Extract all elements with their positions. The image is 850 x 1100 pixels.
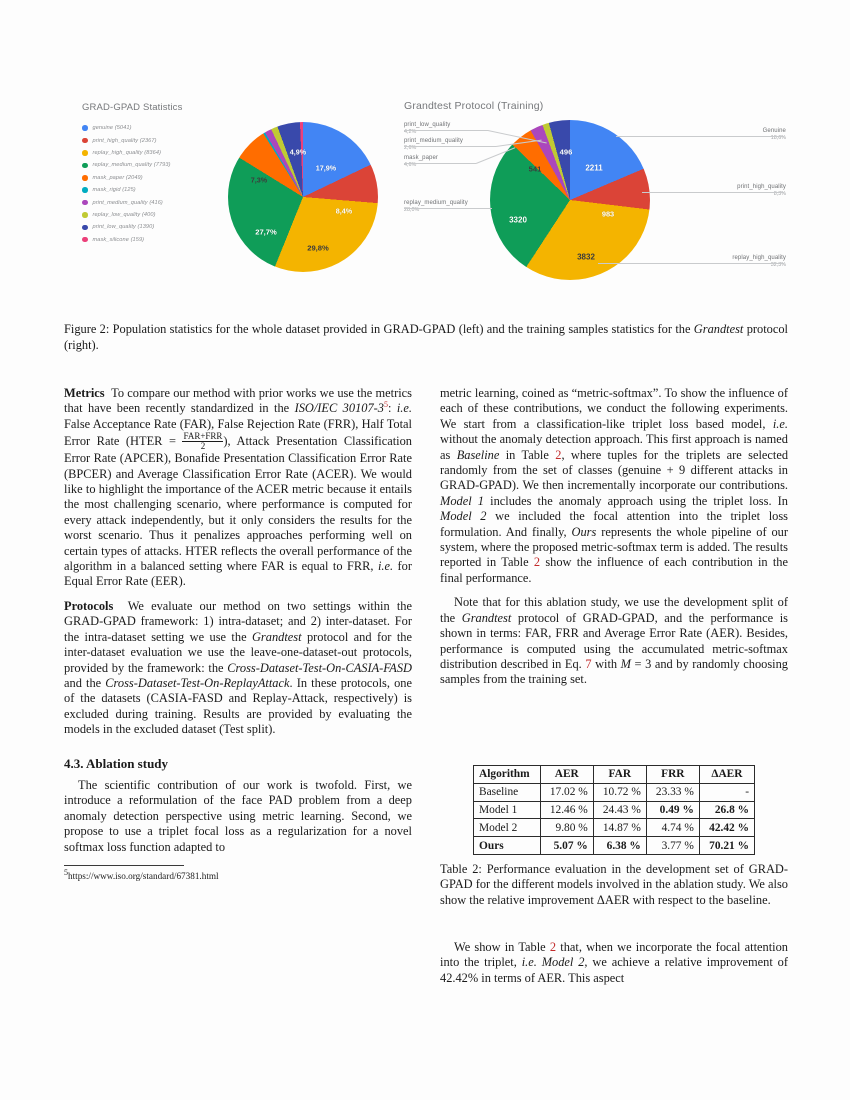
footnote-url: https://www.iso.org/standard/67381.html (68, 870, 219, 881)
cell-frr: 3.77 % (646, 837, 699, 855)
model-name-model-2: Model 2 (440, 509, 487, 524)
legend-color-swatch-replay-high-quality (82, 150, 88, 156)
table-row (474, 837, 755, 855)
legend-color-swatch-print-medium-quality (82, 200, 88, 206)
cell-delta-aer: 70.21 % (699, 837, 754, 855)
model-name-baseline: Baseline (456, 447, 500, 462)
metrics-text-e: for Equal Error Rate (EER). (64, 559, 412, 589)
callout-print-low-quality (404, 122, 450, 135)
chart-left-title: GRAD-GPAD Statistics (82, 102, 183, 113)
legend-color-swatch-mask-rigid (82, 187, 88, 193)
legend-label: mask_paper (2049) (92, 174, 143, 181)
callout-percent: 8,3% (773, 191, 786, 198)
cell-aer: 12.46 % (540, 801, 593, 819)
right-text-b: without the anomaly detection approach. This first approach is named as (440, 432, 788, 462)
legend-item (82, 134, 222, 146)
figure-caption-italic: Grandtest (693, 322, 744, 336)
paragraph-tail (440, 940, 788, 986)
legend-label: print_medium_quality (416) (92, 199, 163, 206)
pie-right-label-genuine: 2211 (585, 163, 603, 173)
legend-color-swatch-print-high-quality (82, 138, 88, 144)
legend-item (82, 196, 222, 208)
cell-far: 14.87 % (593, 819, 646, 837)
column-header-aer: AER (540, 766, 593, 784)
cell-far: 24.43 % (593, 801, 646, 819)
paragraph-ablation-intro: The scientific contribution of our work is twofold. First, we introduce a reformulation of the face PAD problem from a deep anomaly detection perspective using metric learning. Second, we propose to use a triplet focal loss as a regularization for a novel softmax loss function adapted to (64, 777, 412, 854)
table-reference-2[interactable]: 2 (533, 555, 541, 570)
callout-name: replay_high_quality (732, 255, 786, 261)
leader-line (598, 263, 784, 264)
right-text-h: show the influence of each contribution in the final performance. (440, 555, 788, 585)
cell-algorithm: Model 1 (474, 801, 541, 819)
table-row (474, 801, 755, 819)
model-name-ours: Ours (571, 524, 597, 539)
legend-label: mask_silicone (159) (92, 236, 145, 243)
leader-line (616, 136, 784, 137)
paragraph-protocols (64, 599, 412, 738)
legend-color-swatch-genuine (82, 125, 88, 131)
metrics-text-a: To compare our method with prior works we use the metrics that have been recently standardized in the (64, 386, 412, 416)
callout-mask-paper (404, 155, 438, 168)
table-caption-text: Performance evaluation in the development set of GRAD-GPAD for the different models involved in the ablation study. We also show the relative improvement ΔAER with respect to the baseline. (440, 862, 789, 907)
pie-left-label-replay-medium-quality: 27,7% (255, 227, 277, 237)
pie-left-label-print-high-quality: 8,4% (335, 206, 353, 216)
right-p2-text-c: with (591, 656, 621, 671)
legend-item (82, 159, 222, 171)
cell-algorithm: Model 2 (474, 819, 541, 837)
legend-color-swatch-mask-paper (82, 175, 88, 181)
table-reference-1[interactable]: 2 (555, 447, 562, 462)
legend-label: genuine (5041) (92, 125, 132, 132)
callout-name: print_low_quality (404, 122, 451, 128)
cell-aer: 5.07 % (540, 837, 593, 855)
cell-algorithm: Ours (474, 837, 541, 855)
metrics-text-c: False Acceptance Rate (FAR), False Rejection Rate (FRR), Half Total Error Rate (HTER = (64, 416, 412, 449)
hter-fraction (182, 432, 223, 451)
legend-label: mask_rigid (125) (92, 187, 136, 194)
callout-name: replay_medium_quality (404, 200, 468, 206)
section-heading-ablation-study: 4.3. Ablation study (64, 755, 169, 771)
figure-caption (64, 322, 788, 353)
legend-item (82, 209, 222, 221)
callout-name: mask_paper (404, 155, 439, 161)
callout-replay-high-quality (732, 255, 786, 268)
callout-print-medium-quality (404, 138, 463, 151)
pie-left-slices (228, 122, 378, 272)
right-text-c: in Table (499, 447, 556, 462)
footnote-separator (64, 865, 184, 866)
pie-right-label-print-high-quality: 983 (601, 209, 615, 219)
callout-percent: 28,0% (404, 207, 420, 214)
legend-label: replay_low_quality (400) (92, 211, 156, 218)
callout-percent: 18,6% (770, 135, 786, 142)
paragraph-development-split (440, 595, 788, 687)
table-reference-3[interactable]: 2 (549, 940, 557, 954)
protocols-text-a: We evaluate our method on two settings within the GRAD-GPAD framework: 1) intra-dataset; and 2) inter-dataset. For the intra-dataset setting we use the (64, 598, 412, 644)
callout-percent: 4,6% (404, 162, 417, 169)
fraction-denominator: 2 (200, 441, 206, 452)
cell-far: 10.72 % (593, 783, 646, 801)
footnote-marker: 5 (383, 400, 388, 410)
paragraph-metrics (64, 386, 412, 590)
chart-grad-gpad-statistics (80, 100, 380, 315)
leader-line (404, 208, 492, 209)
ie-abbrev: i.e. (396, 401, 412, 416)
cell-algorithm: Baseline (474, 783, 541, 801)
pie-chart-left (228, 122, 378, 272)
metrics-text-d: ), Attack Presentation Classification Error Rate (APCER), Bonafide Presentation Classification Error Rate (BPCER) and Average Classification Error Rate (ACER). We would like to highlight the importance of the ACER metric because it entails the most challenging scenario, where performance is computed for every attack independently, but it only considers the results for the worst scenario. Thus it penalizes approaches performing well on certain types of attacks. HTER reflects the overall performance of the algorithm in a balanced setting where FAR is equal to FRR, (64, 434, 412, 574)
legend-label: replay_high_quality (8364) (92, 149, 162, 156)
table-2-wrapper (473, 765, 755, 855)
leader-line (404, 163, 476, 164)
legend-item (82, 122, 222, 134)
protocols-text-b: protocol and for the inter-dataset evaluation we use the leave-one-dataset-out protocols, provided by the framework: the (64, 629, 412, 675)
ie-abbrev-4: i.e. (521, 955, 537, 970)
equation-reference-7[interactable]: 7 (585, 656, 592, 671)
legend-item (82, 184, 222, 196)
pie-right-label-mask-paper: 541 (528, 164, 542, 174)
math-equation-m-equals-3: = 3 (630, 656, 652, 671)
leader-line (404, 130, 488, 131)
tail-text-b: that, when we incorporate the focal attention into the triplet, (440, 940, 788, 970)
legend-color-swatch-replay-medium-quality (82, 163, 88, 169)
runin-head-protocols: Protocols (64, 598, 114, 613)
cell-frr: 23.33 % (646, 783, 699, 801)
legend-item (82, 234, 222, 246)
callout-genuine (763, 128, 786, 141)
pie-left-label-replay-high-quality: 29,8% (307, 243, 329, 253)
ie-abbrev-3: i.e. (772, 416, 788, 431)
performance-table (473, 765, 755, 855)
right-p2-text-d: and by randomly choosing samples from the training set. (440, 656, 788, 687)
protocol-name-grandtest: Grandtest (251, 629, 302, 644)
right-text-e: includes the anomaly approach using the triplet loss. In (484, 493, 788, 508)
figure-caption-prefix: Figure 2: (64, 322, 110, 336)
metrics-text-b: : (387, 401, 397, 416)
cell-aer: 17.02 % (540, 783, 593, 801)
pie-left-label-mask-paper: 7,3% (250, 175, 268, 185)
right-text-d: , where tuples for the triplets are selected randomly from the set of classes (genuine + 9 different attacks in GRAD-GPAD). We then incrementally incorporate our contributions. (440, 447, 789, 493)
cell-delta-aer: 42.42 % (699, 819, 754, 837)
model-name-model-2-tail: Model 2 (541, 955, 585, 970)
callout-name: print_high_quality (737, 184, 786, 190)
pie-left-label-print-low-quality: 4,9% (289, 147, 307, 157)
math-symbol-m: M (620, 656, 631, 671)
column-header-delta-aer: ΔAER (699, 766, 754, 784)
protocols-text-d: . In these protocols, one of the datasets (CASIA-FASD and Replay-Attack, respectively) is excluded during training. Results are provided by evaluating the models in the excluded dataset (Test split). (64, 675, 412, 737)
callout-percent: 2,6% (404, 145, 417, 152)
tail-text-a: We show in Table (454, 940, 550, 954)
callout-name: Genuine (762, 128, 786, 134)
protocols-text-c: and the (64, 675, 106, 690)
runin-head-metrics: Metrics (64, 386, 105, 400)
table-caption-prefix: Table 2: (440, 862, 482, 876)
callout-name: print_medium_quality (404, 138, 464, 144)
column-header-algorithm: Algorithm (474, 766, 541, 784)
leader-line (642, 192, 784, 193)
legend-label: print_high_quality (2367) (92, 137, 157, 144)
callout-print-high-quality (737, 184, 786, 197)
chart-right-title: Grandtest Protocol (Training) (404, 100, 544, 112)
legend-item (82, 172, 222, 184)
table-header-row (474, 766, 755, 784)
model-name-model-1: Model 1 (440, 493, 484, 508)
column-header-frr: FRR (646, 766, 699, 784)
chart-grandtest-protocol-training (402, 100, 788, 315)
legend-label: print_low_quality (1390) (92, 224, 155, 231)
figure-caption-text: Population statistics for the whole dataset provided in GRAD-GPAD (left) and the training samples statistics for the (109, 322, 694, 336)
cell-aer: 9.80 % (540, 819, 593, 837)
protocol-name-cross-dataset-replay: Cross-Dataset-Test-On-ReplayAttack (105, 675, 290, 690)
legend-label: replay_medium_quality (7793) (92, 162, 171, 169)
pie-left-label-genuine: 17,9% (315, 163, 337, 173)
metrics-iso-standard: ISO/IEC 30107-3 (294, 401, 384, 416)
legend-color-swatch-mask-silicone (82, 237, 88, 243)
footnote-number: 5 (64, 867, 68, 877)
right-text-a: metric learning, coined as “metric-softmax”. To show the influence of each of these contributions, we conduct the following experiments. We start from a classification-like triplet loss based model, (440, 386, 788, 431)
callout-percent: 4,2% (404, 129, 417, 136)
protocol-name-grandtest-2: Grandtest (461, 610, 512, 625)
legend-item (82, 147, 222, 159)
right-p2-text-b: protocol of GRAD-GPAD, and the performance is shown in terms: FAR, FRR and Average Error Rate (AER). Besides, performance is computed using the accumulated metric-softmax distribution described in Eq. (440, 610, 788, 671)
cell-far: 6.38 % (593, 837, 646, 855)
cell-delta-aer: 26.8 % (699, 801, 754, 819)
right-text-g: represents the whole pipeline of our system, where the proposed metric-softmax term is added. The results reported in Table (440, 524, 788, 570)
legend-item (82, 221, 222, 233)
callout-percent: 32,3% (770, 262, 786, 269)
fraction-numerator: FAR+FRR (183, 431, 223, 442)
table-row (474, 819, 755, 837)
column-right (440, 386, 788, 688)
table-caption (440, 862, 788, 908)
callout-replay-medium-quality (404, 200, 468, 213)
chart-left-legend (82, 122, 222, 246)
footnote (64, 867, 412, 882)
pie-right-label-replay-high-quality: 3832 (577, 252, 595, 262)
legend-color-swatch-replay-low-quality (82, 212, 88, 218)
cell-delta-aer: - (699, 783, 754, 801)
column-left (64, 386, 412, 882)
legend-color-swatch-print-low-quality (82, 225, 88, 231)
tail-text-d: , we achieve a relative improvement of 42.42% in terms of AER. This aspect (440, 955, 788, 985)
pie-right-label-print-low-quality: 496 (559, 147, 573, 157)
ie-abbrev-2: i.e. (377, 559, 394, 574)
cell-frr: 4.74 % (646, 819, 699, 837)
table-row (474, 783, 755, 801)
column-header-far: FAR (593, 766, 646, 784)
pie-right-label-replay-medium-quality: 3320 (509, 215, 527, 225)
figure-2 (62, 100, 788, 315)
paragraph-contributions (440, 386, 788, 586)
protocol-name-cross-dataset-casia: Cross-Dataset-Test-On-CASIA-FASD (227, 660, 412, 675)
right-text-f: we included the focal attention into the triplet loss formulation. And finally, (440, 509, 788, 539)
cell-frr: 0.49 % (646, 801, 699, 819)
right-p2-text-a: Note that for this ablation study, we use the development split of the (440, 595, 788, 625)
leader-line (404, 146, 496, 147)
figure-caption-suffix: protocol (right). (64, 322, 788, 352)
